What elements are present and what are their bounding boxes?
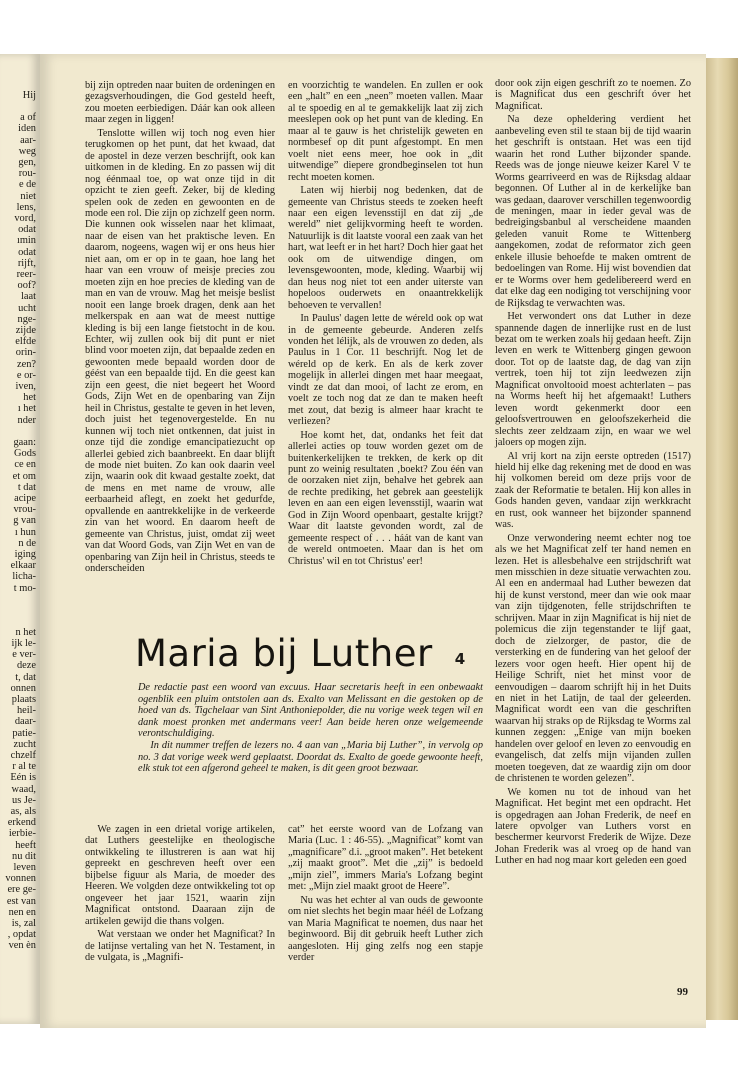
margin-fragment: nder [17, 414, 36, 426]
margin-fragment: ı het [17, 403, 36, 415]
paragraph: We zagen in een drietal vorige artikelen, dat Luthers geestelijke en theologische ontwikkeling te illustreren is aan wat hij gepreekt en geschreven heeft over een bijbelse figuur als Maria, de moeder des Heeren. We volgden deze ontwikkeling tot op ongeveer het jaar 1521, waarin zijn Magnificat ontstond. Daaraan zijn de artikelen gewijd die thans volgen. [85, 824, 275, 927]
margin-fragment: waad, [11, 783, 36, 795]
margin-fragment: Eén is [10, 772, 36, 784]
margin-fragment: t mo- [13, 582, 36, 594]
margin-fragment: elkaar [10, 560, 36, 572]
margin-fragment [0, 594, 40, 605]
paragraph: We komen nu tot de inhoud van het Magnificat. Het begint met een opdracht. Het is opgedragen aan Johan Frederik, de neef en latere opvolger van Luthers vorst en beschermer keurvorst Frederik de Wijze. Deze Johan Frederik was al vroeg op de hand van Luther en had nog maar kort geleden een goed [495, 786, 691, 867]
margin-fragment: us Je- [12, 794, 36, 806]
margin-fragment: zijde [15, 325, 36, 337]
margin-fragment: ımin [16, 235, 36, 247]
margin-fragment: e or- [16, 369, 36, 381]
book-page-edge [703, 58, 738, 1020]
margin-fragment: as, als [10, 805, 36, 817]
margin-fragment: , opdat [7, 929, 36, 941]
margin-fragment: chzelf [10, 749, 36, 761]
margin-fragment: vrou- [13, 504, 36, 516]
margin-fragment: nu dit [12, 850, 36, 862]
margin-fragment: et om [12, 470, 36, 482]
margin-fragment: lens, [16, 201, 36, 213]
margin-fragment: onnen [10, 682, 36, 694]
paragraph: Hoe komt het, dat, ondanks het feit dat allerlei acties op touw worden gezet om de buitenkerkelijken te trekken, de kerk op dit punt zo weinig resultaten ‚boekt? Zou één van de oorzaken niet zijn, behalve het gebrek aan de rechte prediking, het gebrek aan geestelijk leven en aan een eigen levensstijl, waarin wat God in Zijn Woord openbaart, gestalte krijgt? Waar dit laatste gevonden wordt, zal de gemeente respect of . . . háát van de kant van de wereld ontmoeten. Maar dan is het om Christus' wil en tot Christus' eer! [288, 429, 483, 567]
text-column-4 [85, 824, 275, 963]
margin-fragment: vord, [14, 213, 36, 225]
margin-fragment: ierbie- [8, 828, 36, 840]
margin-fragment: ucht [18, 302, 36, 314]
margin-fragment: plaats [11, 693, 36, 705]
margin-fragment [0, 426, 40, 437]
margin-fragment: weg [18, 145, 36, 157]
margin-fragment: erkend [7, 817, 36, 829]
margin-fragment: ijk le- [11, 637, 36, 649]
editorial-note [138, 682, 483, 775]
paragraph: bij zijn optreden naar buiten de ordeningen en gezagsverhoudingen, die God gesteld heeft, zou moeten eerbiedigen. Dáár kan ook alleen maar zegen in liggen! [85, 80, 275, 126]
paragraph: De redactie past een woord van excuus. Haar secretaris heeft in een onbewaakt ogenblik een pluim ontstolen aan ds. Exalto van Melissant en die gestoken op de hoed van ds. Tigchelaar van Sint Anthoniepolder, die nu vorige week tegen wil en dank moest pronken met andermans veer! Aan beide heren onze welgemeende verontschuldiging. [138, 682, 483, 740]
article-part-number: 4 [454, 650, 466, 668]
margin-fragment: heil- [16, 705, 36, 717]
margin-fragment: rijft, [17, 257, 36, 269]
margin-fragment: oof? [17, 280, 36, 292]
margin-fragment: odat [18, 246, 36, 258]
margin-fragment: t, dat [15, 671, 36, 683]
text-column-5 [288, 824, 483, 963]
margin-fragment: nge- [17, 313, 36, 325]
margin-fragment: elfde [15, 336, 36, 348]
margin-fragment: patie- [12, 727, 36, 739]
margin-fragment: iven, [15, 381, 36, 393]
margin-fragment: n het [15, 626, 36, 638]
paragraph: Het verwondert ons dat Luther in deze spannende dagen de innerlijke rust en de lust bezat om te werken zoals hij gedaan heeft. Zijn leven en werk te Wittenberg gingen gewoon door. Tot op de laatste dag, de dag van zijn vertrek, toen hij tot zijn leedwezen zijn Magnificat onvoltooid moest achterlaten – pas na Worms heeft hij het afgemaakt! Luthers leven wordt gekenmerkt door een geloofsvertrouwen en geloofszekerheid die slechts zeer zeldzaam zijn, en waar we wel jaloers op mogen zijn. [495, 311, 691, 449]
margin-fragment: iden [18, 123, 36, 135]
margin-fragment: deze [16, 660, 36, 672]
paragraph: Nu was het echter al van ouds de gewoonte om niet slechts het begin maar héél de Lofzang van Maria Magnificat te noemen, dus naar het beginwoord. Bij dit gebruik heeft Luther zich aangesloten. Hij ging zelfs nog een stapje verder [288, 894, 483, 963]
margin-fragment: aar- [20, 134, 36, 146]
paragraph: Na deze ophelderìng verdient het aanbeveling even stil te staan bij de tijd waarin het geschrift is ontstaan. Het was een tijd waarin het rond Luther bijzonder spande. Reeds was de jonge nieuwe keizer Karel V te Worms gearriveerd en was de Rijksdag aldaar begonnen. Of Luther al in de kerkelijke ban was gedaan, daarover verschillen tegenwoordig de meningen, maar in ieder geval was de bedreigingsbanbul al verscheidene maanden geleden vanuit Rome te Wittenberg aangekomen, zodat de reformator zich geen enkele illusie behoefde te maken omtrent de bedoelingen van Rome. Hij wist bovendien dat er te Worms over hem gedelibereerd werd en dat elke dag een nodiging tot verschijning voor de Rijksdag te verwachten was. [495, 114, 691, 309]
margin-fragment: ere ge- [7, 884, 36, 896]
margin-fragment: daar- [14, 716, 36, 728]
margin-fragment: licha- [12, 571, 36, 583]
paragraph: Onze verwondering neemt echter nog toe als we het Magnificat zelf ter hand nemen en lezen. Het is allesbehalve een strijdschrift wat men misschien in deze situatie verwachten zou. Al een en andermaal had Luther bewezen dat hij de kunst verstond, meer dan wie ook maar van zijn tijdgenoten, felle strijdschriften te schrijven. Maar in zijn Magnificat is hij niet de polemicus die zijn tegenstander te lijf gaat, doch de zielzorger, de pastor, die de versterking en de fundering van het geloof der lezers voor ogen heeft. Hier opent hij de Heilige Schrift, niet het minst voor de eenvoudigen – daarom schrijft hij in het Duits en niet in het Latijn, de taal der geleerden. Magnificat wordt een van die geschriften waarvan hij straks op de Rijksdag te Worms zal kunnen zeggen: „Enige van mijn boeken handelen over geloof en leven zo eenvoudig en evangelisch, dat zelfs mijn vijanden zullen moeten toegeven, dat ze waardig zijn om door de christenen te worden gelezen”. [495, 532, 691, 785]
article-heading [135, 632, 465, 675]
margin-fragment: ce en [14, 459, 36, 471]
margin-fragment: a of [20, 112, 36, 124]
margin-fragment: e ver- [12, 649, 36, 661]
paragraph: In Paulus' dagen lette de wéreld ook op wat in de gemeente gebeurde. Anderen zelfs vonden het lélijk, als de vrouwen zo deden, als Paulus in 1 Cor. 11 beschrijft. Nog let de wéreld op de kerk. En als de kerk zover mogelijk in allerlei dingen met haar meegaat, vindt ze dat dan mooi, of lacht ze erom, en voelt ze toch nog dat ze dan te maken heeft met zout, dat bezig is almeer haar kracht te verliezen? [288, 313, 483, 428]
margin-fragment: odat [18, 224, 36, 236]
text-column-2 [288, 80, 483, 567]
paragraph: In dit nummer treffen de lezers no. 4 aan van „Maria bij Luther”, in vervolg op no. 3 dat vorige week werd geplaatst. Doordat ds. Exalto de goede gewoonte heeft, elk stuk tot een afgerond geheel te maken, is dit geen groot bezwaar. [138, 739, 483, 775]
margin-fragment: ven èn [8, 940, 36, 952]
margin-fragment: e de [18, 179, 36, 191]
paragraph: Tenslotte willen wij toch nog even hier terugkomen op het punt, dat het kwaad, dat de apostel in deze verzen beschrijft, ook kan uitkomen in de kleding. En zo passen wij dit nog éénmaal toe, op wat onze tijd in dit opzicht te zien geeft. Zeker, bij de kleding spelen ook de zeden en gewoonten en de mode een rol. Die zijn op zichzelf geen norm. Die kunnen ook wisselen naar het klimaat, naar de eisen van het praktische leven. En daarom, nogeens, wagen wij er ons heus hier niet aan, om er op in te gaan, hoe lang het haar van een vrouw of meisje precies zou moeten zijn en hoe precies de kleding van de man en van de vrouw. Mag het meisje beslist nooit een lange broek dragen, denk aan het melkerspak en aan wat de meest nuttige kleding is bij een lange fietstocht in de kou. Echter, wij zullen ook bij dit punt er niet blind voor moeten zijn, dat bepaalde zeden en gewoonten mede bepaald worden door de géést van een bepaalde tijd. En die geest kan zijn een geest, die niet begeert het Woord Gods, Zijn Wet en de openbaring van Zijn heil in Christus, gestalte te geven in het leven, doch juist het tegenovergestelde. En nu kunnen wij toch niet ontkennen, dat juist in onze tijd die zondige emancipatiezucht op allerlei gebied zich baanbreekt. En daar blijft de mode niet buiten. Zo kan ook daarin veel zijn, waarin ook dit kwaad gestalte zoekt, dat de mens en met name de vrouw, alle eerbaarheid aflegt, en zoekt het gedurfde, opvallende en aantrekkelijke in de verkeerde zin van het woord. En daarom heeft de gemeente van Christus, juist, omdat zij weet van dat Woord Gods, van Zijn Wet en van de openbaring van Zijn heil in Christus, steeds te onderscheiden [85, 127, 275, 575]
paragraph: door ook zijn eigen geschrift zo te noemen. Zo is Magnificat dus een geschrift óver het Magnificat. [495, 78, 691, 112]
margin-fragment: zucht [13, 738, 36, 750]
paragraph: cat” het eerste woord van de Lofzang van Maria (Luc. 1 : 46-55). „Magnificat” komt van „magnificare” d.i. „groot maken”. Het betekent „zij maakt groot”. Met die „zij” is bedoeld „mijn ziel”, immers Maria's Lofzang begint met: „Mijn ziel maakt groot de Heere”. [288, 824, 483, 893]
article-title: Maria bij Luther [135, 632, 433, 675]
margin-fragment [0, 101, 40, 112]
margin-fragment: acipe [14, 492, 36, 504]
margin-fragment: heeft [15, 839, 36, 851]
margin-fragment: is, zal [11, 918, 36, 930]
margin-fragment: niet [20, 190, 36, 202]
margin-fragment: n de [18, 537, 36, 549]
margin-fragment: het [23, 392, 36, 404]
margin-fragment [0, 616, 40, 627]
margin-fragment: reer- [16, 269, 36, 281]
margin-fragment: laat [21, 291, 36, 303]
paragraph: Al vrij kort na zijn eerste optreden (1517) hield hij elke dag rekening met de dood en was hij volkomen bereid om deze prijs voor de zaak der Reformatie te betalen. Hij kon alles in Gods handen geven, vandaar zijn werkkracht en rust, ook wanneer het bijzonder spannend was. [495, 450, 691, 531]
margin-fragment: r al te [12, 761, 36, 773]
paragraph: Laten wij hierbij nog bedenken, dat de gemeente van Christus steeds te zoeken heeft naar een eigen levensstijl en dat zij „de wereld” niet gelijkvorming heeft te worden. Natuurlijk is dit laatste vooral een zaak van het hart, wat leeft er in het hart? Doch hier gaat het ook om de uitwendige dingen, om levensgewoonten, mode, kleding. Waarbij wij dan heus nog niet tot een ander uiterste van hopeloos ouderwets en onaantrekkelijk behoeven te vervallen! [288, 185, 483, 311]
margin-fragment: Hij [22, 90, 36, 101]
margin-fragment: ı hun [14, 526, 36, 538]
margin-fragment: zen? [16, 358, 36, 370]
margin-fragment: rou- [18, 168, 36, 180]
text-column-3 [495, 78, 691, 867]
margin-fragment: gaan: [13, 436, 36, 448]
margin-fragment [0, 605, 40, 616]
margin-fragment: t dat [17, 481, 36, 493]
paragraph: en voorzichtig te wandelen. En zullen er ook een „halt” en een „neen” moeten vallen. Maar al te spoedig en al te gemakkelijk laat zij zich meeslepen ook op het punt van de kleding. En maar al te gauw is het christelijk geweten en normbesef op dit punt afgestompt. En men voelt niet eens meer, hoe ook in „dit uitwendige” diepere grondbeginselen tot hun recht moeten komen. [288, 80, 483, 183]
margin-fragment: est van [6, 895, 36, 907]
paragraph: Wat verstaan we onder het Magnificat? In de latijnse vertaling van het N. Testament, in de vulgata, is „Magnifi- [85, 929, 275, 963]
previous-page-edge [0, 54, 40, 1024]
text-column-1 [85, 80, 275, 574]
margin-fragment: orin- [15, 347, 36, 359]
page-number: 99 [677, 986, 688, 998]
margin-fragment: leven [13, 862, 36, 873]
margin-fragment: nen en [8, 906, 36, 918]
margin-fragment: gen, [18, 157, 36, 169]
margin-fragment: iging [14, 548, 36, 560]
margin-fragment: g van [13, 515, 36, 527]
margin-fragment: vonnen [5, 873, 36, 885]
magazine-page [40, 54, 706, 1028]
margin-fragment: Gods [14, 448, 36, 460]
